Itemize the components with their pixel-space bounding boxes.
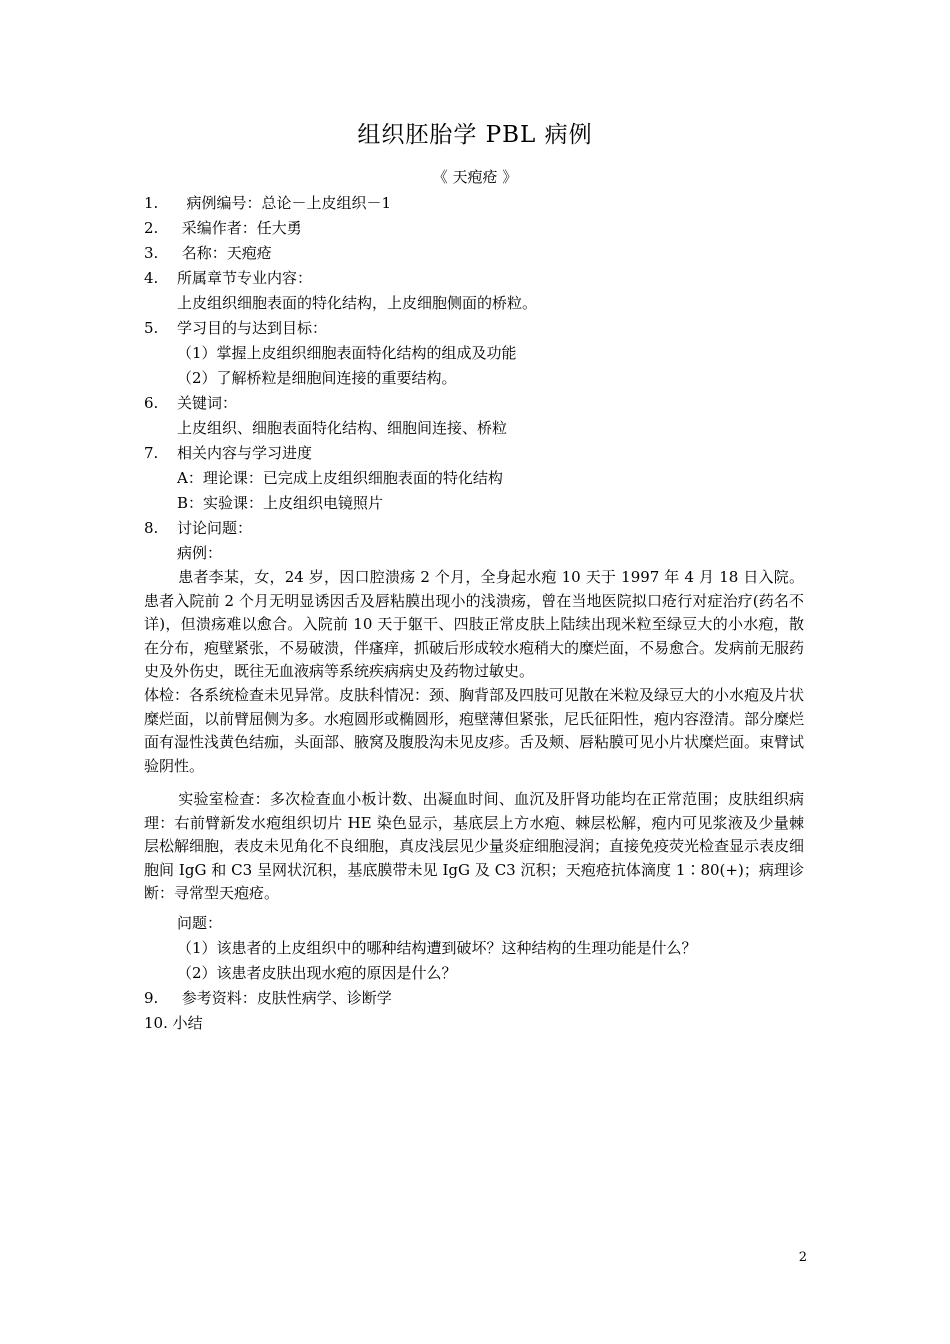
item-3 — [144, 243, 272, 263]
physical-exam-paragraph: 体检：各系统检查未见异常。皮肤科情况：颈、胸背部及四肢可见散在米粒及绿豆大的小水疱及片状糜烂面，以前臂屈侧为多。水疱圆形或椭圆形，疱壁薄但紧张，尼氏征阳性，疱内容澄清。部分糜烂面有湿性浅黄色结痂，头面部、腋窝及腹股沟未见皮疹。舌及颊、唇粘膜可见小片状糜烂面。束臂试验阴性。 — [144, 686, 805, 775]
item-text: 采编作者：任大勇 — [177, 219, 302, 237]
item-text: 所属章节专业内容： — [177, 269, 313, 287]
lab-exam-paragraph — [144, 788, 804, 906]
item-1 — [144, 193, 391, 213]
item-text: 参考资料：皮肤性病学、诊断学 — [177, 989, 392, 1007]
item-8 — [144, 518, 252, 538]
item-number: 8. — [144, 519, 159, 537]
item-5 — [144, 318, 327, 338]
case-label: 病例： — [177, 544, 223, 562]
item-text: 名称：天疱疮 — [177, 244, 272, 262]
item-2 — [144, 218, 302, 238]
progress-theory: A：理论课：已完成上皮组织细胞表面的特化结构 — [177, 469, 503, 487]
item-number: 2. — [144, 219, 159, 237]
question-1: （1）该患者的上皮组织中的哪种结构遭到破坏？这种结构的生理功能是什么？ — [177, 939, 697, 957]
item-number: 9. — [144, 989, 159, 1007]
document-title: 组织胚胎学 PBL 病例 — [357, 122, 593, 148]
case-history-paragraph — [144, 566, 804, 684]
item-number: 3. — [144, 244, 159, 262]
goal-1: （1）掌握上皮组织细胞表面特化结构的组成及功能 — [177, 344, 517, 362]
item-text: 讨论问题： — [177, 519, 253, 537]
document-subtitle: 《 天疱疮 》 — [432, 168, 518, 186]
question-2: （2）该患者皮肤出现水疱的原因是什么？ — [177, 964, 457, 982]
page-number: 2 — [798, 1250, 807, 1265]
goal-2: （2）了解桥粒是细胞间连接的重要结构。 — [177, 369, 457, 387]
item-text: 关键词： — [177, 394, 238, 412]
item-number: 4. — [144, 269, 159, 287]
item-4 — [144, 268, 312, 288]
case-history-text: 患者李某，女，24 岁，因口腔溃疡 2 个月，全身起水疱 10 天于 1997 年 4 月 18 日入院。患者入院前 2 个月无明显诱因舌及唇粘膜出现小的浅溃疡，曾在当地医院拟口疮行对症治疗(药名不详)，但溃疡难以愈合。入院前 10 天于躯干、四肢正常皮肤上陆续出现米粒至绿豆大的小水疱，散在分布，疱壁紧张，不易破溃，伴瘙痒，抓破后形成较水疱稍大的糜烂面，不易愈合。发病前无服药史及外伤史，既往无血液病等系统疾病病史及药物过敏史。 — [144, 568, 805, 680]
item-number: 7. — [144, 444, 159, 462]
item-4-detail: 上皮组织细胞表面的特化结构，上皮细胞侧面的桥粒。 — [177, 294, 538, 312]
item-10: 10. 小结 — [144, 1014, 203, 1032]
item-number: 1. — [144, 194, 159, 212]
item-text: 学习目的与达到目标： — [177, 319, 328, 337]
item-7 — [144, 443, 312, 463]
item-6 — [144, 393, 237, 413]
item-9 — [144, 988, 392, 1008]
item-number: 6. — [144, 394, 159, 412]
questions-label: 问题： — [177, 914, 223, 932]
item-text: 病例编号：总论－上皮组织－1 — [177, 194, 392, 212]
progress-lab: B：实验课：上皮组织电镜照片 — [177, 494, 384, 512]
item-number: 5. — [144, 319, 159, 337]
keywords: 上皮组织、细胞表面特化结构、细胞间连接、桥粒 — [177, 419, 508, 437]
lab-exam-text: 实验室检查：多次检查血小板计数、出凝血时间、血沉及肝肾功能均在正常范围；皮肤组织病理：右前臂新发水疱组织切片 HE 染色显示，基底层上方水疱、棘层松解，疱内可见浆液及少量棘层松解细胞，表皮未见角化不良细胞，真皮浅层见少量炎症细胞浸润；直接免疫荧光检查显示表皮细胞间 IgG 和 C3 呈网状沉积，基底膜带未见 IgG 及 C3 沉积；天疱疮抗体滴度 1∶80(+)；病理诊断：寻常型天疱疮。 — [144, 790, 805, 902]
item-text: 相关内容与学习进度 — [177, 444, 313, 462]
